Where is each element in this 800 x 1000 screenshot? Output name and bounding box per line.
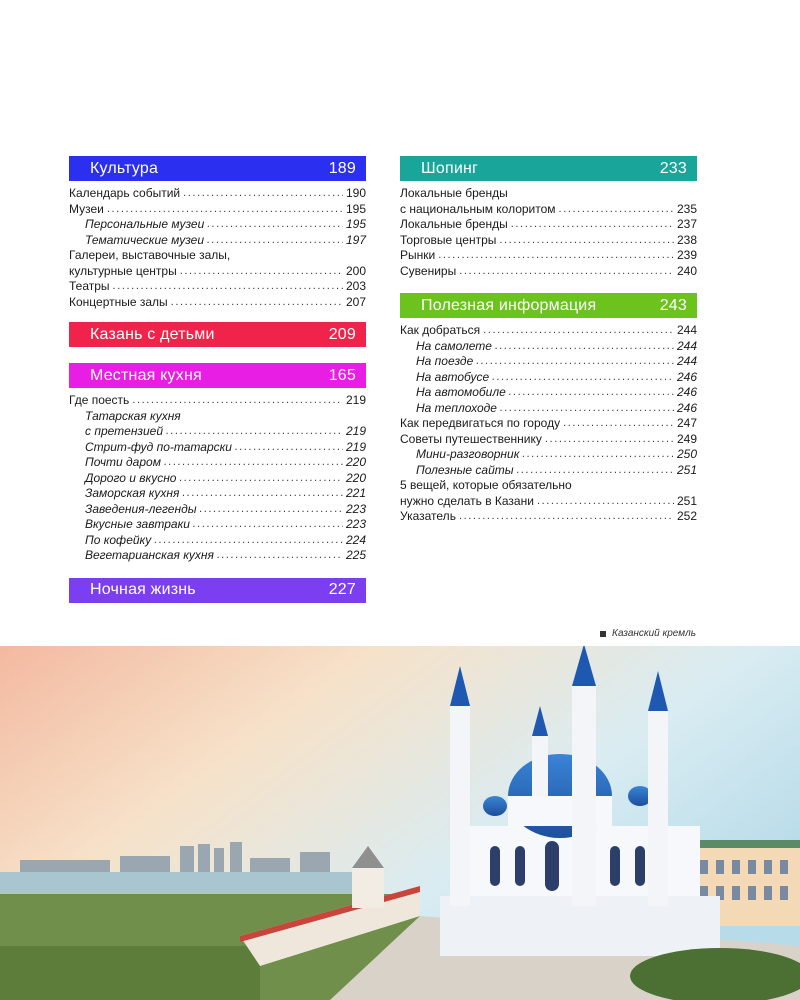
toc-entry-text: Указатель [400,509,456,523]
toc-page-number: 246 [676,400,697,415]
toc-right-column [400,156,697,537]
toc-entry[interactable] [69,233,366,249]
section-header-kids[interactable] [69,322,366,347]
toc-entry-text: Полезные сайты [416,462,514,477]
dot-leader [180,264,343,280]
toc-page-number: 203 [345,279,366,293]
toc-page-number: 238 [676,232,697,247]
toc-entry-text: Заведения-легенды [85,501,197,516]
toc-entry-text: Музеи [69,201,104,216]
dot-leader [537,494,674,510]
toc-entry[interactable] [69,295,366,311]
dot-leader [200,502,343,518]
toc-page-number: 247 [676,416,697,430]
caption-text: Казанский кремль [612,628,696,639]
toc-items [69,393,366,564]
toc-entry[interactable] [69,424,366,440]
toc-page-number: 224 [345,532,366,547]
toc-entry-text: На автобусе [416,369,490,384]
kazan-kremlin-photo [0,646,800,1000]
toc-entry[interactable] [400,339,697,355]
toc-entry-text: Сувениры [400,263,457,278]
toc-entry-text: Торговые центры [400,232,497,247]
toc-entry[interactable] [400,233,697,249]
photo-caption [600,628,696,639]
toc-page-number: 225 [345,548,366,562]
toc-left-column [69,156,366,615]
toc-entry[interactable] [400,264,697,280]
toc-page-number: 207 [345,294,366,309]
toc-entry-text: Татарская кухня [85,408,181,423]
toc-page-number: 252 [676,509,697,523]
toc-page-number: 240 [676,263,697,278]
toc-page-number: 219 [345,393,366,407]
toc-entry[interactable] [69,455,366,471]
dot-leader [193,517,343,533]
section-header-shopping[interactable] [400,156,697,181]
dot-leader [509,385,674,401]
dot-leader [517,463,674,479]
toc-entry-line1 [400,186,697,202]
toc-items [400,186,697,279]
toc-entry[interactable] [69,548,366,564]
dot-leader [207,217,343,233]
dot-leader [166,424,343,440]
section-page: 189 [328,159,356,177]
section-header-culture[interactable] [69,156,366,181]
dot-leader [492,370,674,386]
toc-entry-text: Вегетарианская кухня [85,548,214,562]
dot-leader [154,533,343,549]
toc-entry-text: Мини-разговорник [416,447,520,461]
section-title: Казань с детьми [90,325,215,343]
toc-entry-text: Галереи, выставочные залы, [69,248,231,262]
toc-entry[interactable] [69,471,366,487]
toc-page-number: 195 [345,201,366,216]
dot-leader [183,186,343,202]
toc-page-number: 237 [676,217,697,231]
toc-entry-text: Персональные музеи [85,217,205,231]
toc-entry-text: с национальным колоритом [400,201,556,216]
square-bullet-icon [600,631,606,637]
toc-entry-text: Почти даром [85,455,161,469]
dot-leader [207,233,343,249]
toc-page-number: 219 [345,424,366,438]
toc-entry[interactable] [400,447,697,463]
toc-page-number: 190 [345,186,366,200]
toc-page-number: 246 [676,369,697,384]
toc-page-number: 220 [345,470,366,485]
toc-page-number: 251 [676,462,697,477]
toc-entry-text: нужно сделать в Казани [400,493,534,508]
toc-page-number: 223 [345,501,366,516]
section-title: Полезная информация [421,296,597,314]
toc-entry[interactable] [69,486,366,502]
section-food [69,363,366,564]
dot-leader [483,323,674,339]
toc-entry-text: Концертные залы [69,294,168,309]
toc-page-number: 221 [345,486,366,500]
dot-leader [182,486,343,502]
toc-entry[interactable] [400,385,697,401]
toc-entry[interactable] [400,323,697,339]
dot-leader [511,217,674,233]
toc-entry[interactable] [69,264,366,280]
toc-entry-text: с претензией [85,424,164,438]
section-header-food[interactable] [69,363,366,388]
toc-entry-text: Как передвигаться по городу [400,416,561,430]
dot-leader [522,447,674,463]
toc-page-number: 250 [676,447,697,461]
dot-leader [500,401,674,417]
section-page: 209 [328,325,356,343]
toc-entry-text: Дорого и вкусно [85,470,177,485]
toc-entry[interactable] [400,416,697,432]
toc-entry-text: По кофейку [85,532,152,547]
toc-entry[interactable] [400,202,697,218]
toc-items [400,323,697,525]
toc-page-number: 197 [345,232,366,247]
toc-entry-line1 [69,248,366,264]
toc-page-number: 195 [345,217,366,231]
dot-leader [164,455,343,471]
toc-entry-text: На теплоходе [416,400,497,415]
toc-entry[interactable] [400,432,697,448]
section-header-info[interactable] [400,293,697,318]
section-info [400,293,697,525]
section-title: Ночная жизнь [90,581,196,598]
toc-entry[interactable] [69,202,366,218]
toc-page-number: 235 [676,201,697,216]
toc-page-number: 244 [676,354,697,368]
dot-leader [499,233,674,249]
toc-entry[interactable] [400,509,697,525]
toc-entry-text: 5 вещей, которые обязательно [400,478,572,492]
dot-leader [235,440,343,456]
toc-entry[interactable] [69,186,366,202]
dot-leader [113,279,343,295]
toc-entry-text: На автомобиле [416,385,506,399]
section-shopping [400,156,697,279]
dot-leader [459,264,674,280]
toc-entry[interactable] [400,494,697,510]
toc-page-number: 251 [676,493,697,508]
photo-illustration [0,646,800,1000]
toc-entry[interactable] [69,502,366,518]
dot-leader [179,471,342,487]
toc-entry[interactable] [69,393,366,409]
toc-entry-line1 [400,478,697,494]
dot-leader [459,509,674,525]
toc-entry[interactable] [69,533,366,549]
toc-entry-text: Локальные бренды [400,186,508,200]
dot-leader [132,393,343,409]
toc-entry-text: Советы путешественнику [400,431,542,446]
toc-entry-text: Театры [69,279,110,293]
kremlin-tower [352,868,384,908]
dot-leader [559,202,674,218]
section-header-night[interactable] [69,578,366,603]
toc-page-number: 239 [676,248,697,262]
toc-page-number: 249 [676,431,697,446]
toc-page-number: 223 [345,517,366,531]
toc-entry[interactable] [400,463,697,479]
dot-leader [217,548,343,564]
toc-entry[interactable] [69,279,366,295]
toc-entry-text: На поезде [416,354,474,368]
toc-page-number: 200 [345,263,366,278]
section-page: 233 [659,159,687,177]
toc-entry[interactable] [400,401,697,417]
section-culture [69,156,366,310]
section-title: Шопинг [421,159,479,177]
toc-entry-text: культурные центры [69,263,177,278]
toc-page-number: 220 [345,455,366,469]
section-kids [69,322,366,347]
toc-entry-text: Локальные бренды [400,217,508,231]
toc-entry-text: Как добраться [400,323,481,337]
dot-leader [438,248,674,264]
toc-page-number: 244 [676,338,697,353]
toc-page-number: 219 [345,439,366,454]
toc-entry-text: Календарь событий [69,186,181,200]
dot-leader [563,416,674,432]
section-page: 227 [328,581,356,598]
toc-page-number: 246 [676,385,697,399]
section-page: 243 [659,296,687,314]
dot-leader [107,202,343,218]
toc-entry[interactable] [400,217,697,233]
toc-entry[interactable] [400,354,697,370]
toc-page-number: 244 [676,323,697,337]
dot-leader [495,339,674,355]
toc-items [69,186,366,310]
toc-entry-text: Где поесть [69,393,130,407]
toc-entry[interactable] [400,370,697,386]
dot-leader [545,432,674,448]
toc-entry-text: Вкусные завтраки [85,517,190,531]
toc-entry-text: Тематические музеи [85,232,205,247]
dot-leader [476,354,674,370]
toc-entry-line1 [69,409,366,425]
section-title: Местная кухня [90,366,202,384]
toc-entry-text: Рынки [400,248,436,262]
toc-entry[interactable] [69,217,366,233]
section-title: Культура [90,159,159,177]
toc-entry[interactable] [69,517,366,533]
river [0,872,360,894]
section-night [69,578,366,603]
toc-entry[interactable] [69,440,366,456]
toc-entry-text: Стрит-фуд по-татарски [85,439,232,454]
dot-leader [171,295,343,311]
toc-entry[interactable] [400,248,697,264]
section-page: 165 [328,366,356,384]
toc-entry-text: Заморская кухня [85,486,180,500]
toc-entry-text: На самолете [416,338,492,353]
